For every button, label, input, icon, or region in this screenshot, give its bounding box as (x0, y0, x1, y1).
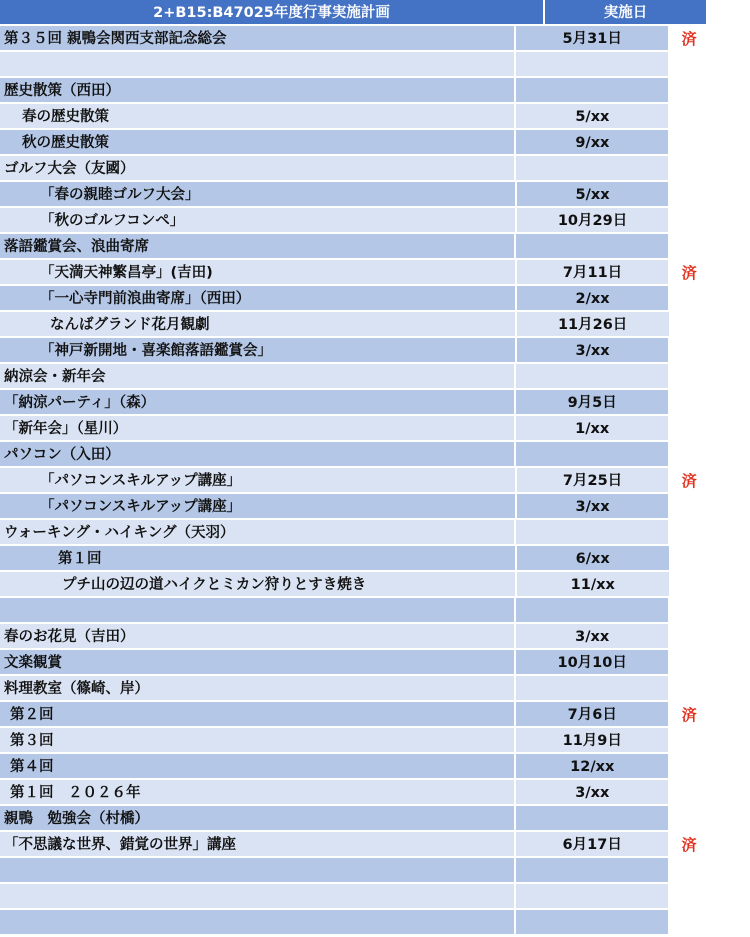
date-cell: 7月6日 (516, 702, 668, 728)
event-cell: プチ山の辺の道ハイクとミカン狩りとすき焼き (0, 572, 517, 598)
table-row (0, 468, 710, 494)
event-cell: 文楽観賞 (0, 650, 516, 676)
done-mark (668, 364, 710, 390)
done-mark (668, 156, 710, 182)
date-cell (516, 676, 668, 702)
event-cell: ゴルフ大会（友國） (0, 156, 516, 182)
table-row (0, 364, 710, 390)
event-cell: 歴史散策（西田） (0, 78, 516, 104)
event-cell: 第３５回 親鴨会関西支部記念総会 (0, 26, 516, 52)
done-mark (668, 390, 710, 416)
done-mark (668, 286, 710, 312)
date-cell: 5月31日 (516, 26, 668, 52)
date-cell: 1/xx (516, 416, 668, 442)
done-mark (668, 208, 710, 234)
table-row (0, 312, 710, 338)
event-cell: 秋の歴史散策 (0, 130, 516, 156)
done-mark (668, 234, 710, 260)
event-cell: 落語鑑賞会、浪曲寄席 (0, 234, 516, 260)
done-mark (669, 572, 710, 598)
date-cell: 11月26日 (517, 312, 669, 338)
date-cell: 11月9日 (516, 728, 668, 754)
event-cell (0, 858, 516, 884)
event-cell: 第４回 (0, 754, 516, 780)
table-row (0, 624, 710, 650)
done-mark (668, 676, 710, 702)
done-mark (668, 338, 710, 364)
table-row (0, 520, 710, 546)
table-row (0, 494, 710, 520)
event-cell: 「一心寺門前浪曲寄席」（西田） (0, 286, 517, 312)
event-cell: 第２回 (0, 702, 516, 728)
event-cell: ウォーキング・ハイキング（天羽） (0, 520, 516, 546)
done-mark: 済 (681, 706, 697, 724)
done-mark: 済 (681, 472, 697, 490)
date-cell (516, 806, 668, 832)
date-cell: 3/xx (516, 780, 668, 806)
date-cell (516, 52, 668, 78)
table-row (0, 650, 710, 676)
done-mark (669, 312, 710, 338)
table-row (0, 910, 710, 936)
date-cell: 11/xx (517, 572, 669, 598)
done-mark (668, 858, 710, 884)
done-mark: 済 (681, 30, 697, 48)
done-mark: 済 (681, 264, 697, 282)
event-cell: なんばグランド花月観劇 (0, 312, 517, 338)
date-cell: 6/xx (517, 546, 669, 572)
table-header (0, 0, 710, 26)
done-mark (669, 546, 710, 572)
date-cell: 9/xx (516, 130, 668, 156)
table-row (0, 598, 710, 624)
table-row (0, 338, 710, 364)
table-row (0, 416, 710, 442)
table-row (0, 728, 710, 754)
event-cell: 春の歴史散策 (0, 104, 516, 130)
date-cell: 5/xx (516, 104, 668, 130)
table-row (0, 104, 710, 130)
done-mark (668, 728, 710, 754)
table-row (0, 884, 710, 910)
done-mark (668, 52, 710, 78)
done-mark (668, 130, 710, 156)
date-cell: 7月11日 (517, 260, 669, 286)
event-cell: 「天満天神繁昌亭」(吉田) (0, 260, 517, 286)
event-cell: 「パソコンスキルアップ講座」 (0, 494, 517, 520)
date-cell: 10月29日 (517, 208, 669, 234)
done-mark (668, 780, 710, 806)
table-row (0, 806, 710, 832)
table-row (0, 182, 710, 208)
done-mark (668, 520, 710, 546)
event-cell: 料理教室（篠崎、岸） (0, 676, 516, 702)
date-cell (516, 910, 668, 936)
table-row (0, 702, 710, 728)
table-row (0, 858, 710, 884)
date-cell (516, 598, 668, 624)
table-row (0, 130, 710, 156)
event-cell: 「秋のゴルフコンペ」 (0, 208, 517, 234)
event-cell: パソコン（入田） (0, 442, 516, 468)
event-cell: 「新年会」（星川） (0, 416, 516, 442)
done-mark (668, 650, 710, 676)
done-mark (668, 182, 710, 208)
table-row (0, 156, 710, 182)
table-row (0, 754, 710, 780)
table-row (0, 26, 710, 52)
date-cell: 5/xx (517, 182, 669, 208)
date-cell (516, 884, 668, 910)
date-cell (516, 442, 668, 468)
table-row (0, 572, 710, 598)
done-mark (668, 598, 710, 624)
event-cell: 「神戸新開地・喜楽館落語鑑賞会」 (0, 338, 517, 364)
event-cell: 親鴨 勉強会（村橋） (0, 806, 516, 832)
table-row (0, 676, 710, 702)
event-cell: 「納涼パーティ」（森） (0, 390, 516, 416)
done-mark (668, 416, 710, 442)
event-cell (0, 598, 516, 624)
date-cell: 12/xx (516, 754, 668, 780)
done-mark (668, 494, 710, 520)
table-title: 2+B15:B47025年度行事実施計画 (0, 0, 545, 26)
table-row (0, 234, 710, 260)
table-row (0, 52, 710, 78)
table-row (0, 260, 710, 286)
event-cell (0, 884, 516, 910)
done-mark (668, 910, 710, 936)
done-mark (668, 104, 710, 130)
event-cell (0, 910, 516, 936)
table-row (0, 390, 710, 416)
table-row (0, 832, 710, 858)
event-cell (0, 52, 516, 78)
event-cell: 納涼会・新年会 (0, 364, 516, 390)
event-cell: 春のお花見（吉田） (0, 624, 516, 650)
date-cell: 2/xx (517, 286, 669, 312)
table-row (0, 208, 710, 234)
date-cell (516, 78, 668, 104)
event-cell: 「パソコンスキルアップ講座」 (0, 468, 517, 494)
date-cell: 7月25日 (517, 468, 669, 494)
done-mark (668, 78, 710, 104)
event-cell: 「春の親睦ゴルフ大会」 (0, 182, 517, 208)
table-row (0, 780, 710, 806)
event-cell: 第１回 (0, 546, 517, 572)
date-cell (516, 156, 668, 182)
done-mark: 済 (681, 836, 697, 854)
date-cell (516, 234, 668, 260)
date-column-header: 実施日 (545, 0, 706, 26)
date-cell: 10月10日 (516, 650, 668, 676)
table-row (0, 546, 710, 572)
date-cell: 3/xx (517, 494, 669, 520)
event-cell: 第３回 (0, 728, 516, 754)
done-mark (668, 754, 710, 780)
table-row (0, 78, 710, 104)
done-mark (668, 442, 710, 468)
table-row (0, 286, 710, 312)
date-cell: 3/xx (516, 624, 668, 650)
done-mark (668, 884, 710, 910)
date-cell: 3/xx (517, 338, 669, 364)
done-mark (668, 806, 710, 832)
table-row (0, 442, 710, 468)
date-cell (516, 364, 668, 390)
date-cell (516, 520, 668, 546)
date-cell (516, 858, 668, 884)
date-cell: 6月17日 (516, 832, 668, 858)
done-mark (668, 624, 710, 650)
date-cell: 9月5日 (516, 390, 668, 416)
event-cell: 第１回 ２０２６年 (0, 780, 516, 806)
event-cell: 「不思議な世界、錯覚の世界」講座 (0, 832, 516, 858)
